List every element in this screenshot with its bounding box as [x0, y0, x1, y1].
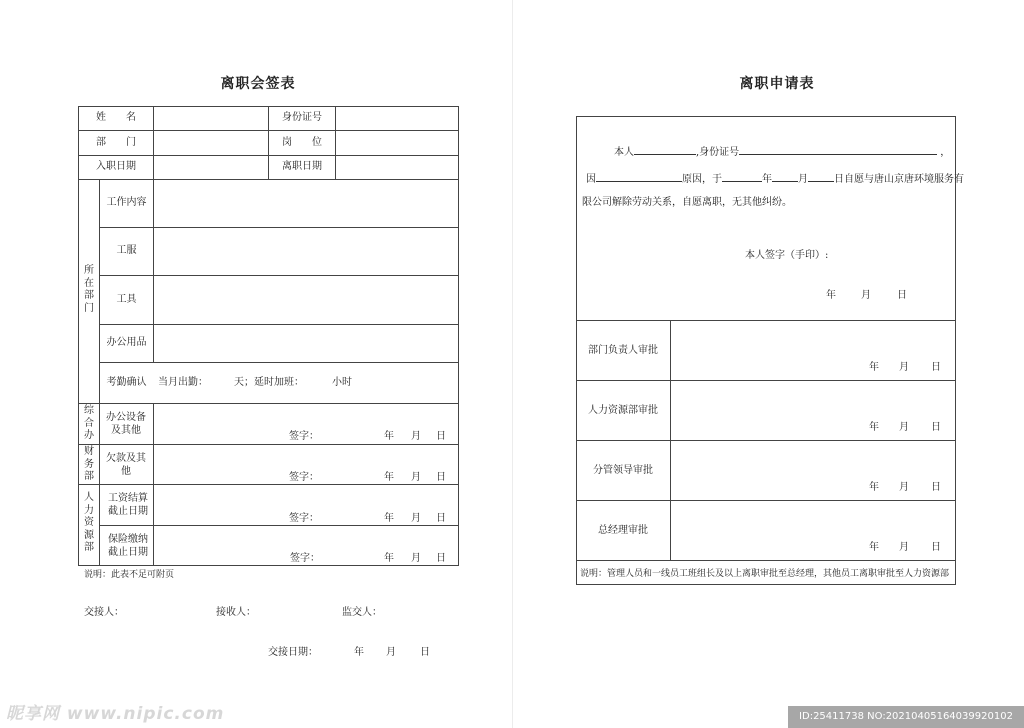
- salary-cutoff-label: 工资结算截止日期: [108, 493, 148, 517]
- month-label: 月: [411, 513, 421, 524]
- rule: [576, 380, 956, 381]
- hr-label: 人力资源部: [84, 492, 94, 553]
- rule: [78, 484, 459, 485]
- attendance-days-prefix: 当月出勤：: [158, 377, 208, 388]
- signature-label: 签字：: [289, 513, 319, 524]
- office-supplies-label: 办公用品: [106, 337, 147, 348]
- comma: ，: [940, 147, 951, 158]
- reason-label: 原因，于: [682, 174, 722, 185]
- tools-label: 工具: [116, 294, 137, 305]
- gm-approval-label: 总经理审批: [598, 525, 648, 536]
- dept-group-label: 所在部门: [84, 265, 94, 314]
- month-label: 月: [411, 553, 421, 564]
- leave-date-label: 离职日期: [282, 161, 322, 172]
- admin-office-label: 综合办: [84, 405, 94, 441]
- right-form-title: 离职申请表: [739, 76, 815, 92]
- application-line-1: [614, 144, 950, 159]
- day-label: 日: [436, 431, 446, 442]
- watermark-id: ID:25411738 NO:20210405164039920102: [788, 706, 1024, 728]
- finance-label: 财务部: [84, 446, 94, 482]
- rule: [670, 320, 671, 560]
- day-label: 日: [436, 553, 446, 564]
- month-label: 月: [798, 174, 808, 185]
- supervisor-label: 监交人：: [342, 607, 382, 618]
- work-content-label: 工作内容: [106, 197, 147, 208]
- day-label: 日: [931, 482, 941, 493]
- year-label: 年: [384, 513, 394, 524]
- day-label: 日: [931, 422, 941, 433]
- receiver-label: 接收人：: [216, 607, 256, 618]
- day-label: 日: [436, 513, 446, 524]
- reason-blank[interactable]: [596, 171, 682, 182]
- right-note: 说明：管理人员和一线员工班组长及以上离职审批至总经理，其他员工离职审批至人力资源部: [580, 569, 950, 579]
- id-number-label: ,身份证号: [696, 147, 740, 158]
- year-label: 年: [762, 174, 772, 185]
- rule: [153, 403, 154, 566]
- day-label: 日: [931, 362, 941, 373]
- arrears-label: 欠款及其他: [106, 453, 146, 477]
- leader-approval-label: 分管领导审批: [593, 465, 653, 476]
- rule: [576, 320, 956, 321]
- insurance-cutoff-label: 保险缴纳截止日期: [108, 534, 148, 558]
- month-label: 月: [411, 472, 421, 483]
- entry-date-label: 入职日期: [96, 161, 136, 172]
- rule: [268, 106, 269, 180]
- rule: [335, 106, 336, 180]
- signature-label: 签字：: [289, 431, 319, 442]
- month-label: 月: [411, 431, 421, 442]
- self-signature-label: 本人签字（手印）:: [745, 250, 829, 261]
- year-label: 年: [384, 472, 394, 483]
- day-label: 日: [436, 472, 446, 483]
- month-label: 月: [899, 542, 909, 553]
- rule: [576, 560, 956, 561]
- handover-person-label: 交接人：: [84, 607, 124, 618]
- year-label: 年: [869, 362, 879, 373]
- year-label: 年: [826, 290, 836, 301]
- id-number-blank[interactable]: [739, 144, 937, 155]
- watermark-logo: 昵享网 www.nipic.com: [6, 704, 225, 724]
- month-label: 月: [386, 647, 396, 658]
- attendance-overtime-label: 天；延时加班：: [234, 377, 304, 388]
- month-blank[interactable]: [772, 171, 798, 182]
- rule: [576, 440, 956, 441]
- hr-approval-label: 人力资源部审批: [588, 405, 658, 416]
- rule: [99, 362, 459, 363]
- day-label: 日: [420, 647, 430, 658]
- handover-date-label: 交接日期：: [268, 647, 318, 658]
- name-blank[interactable]: [634, 144, 696, 155]
- year-label: 年: [869, 542, 879, 553]
- month-label: 月: [899, 422, 909, 433]
- rule: [78, 403, 459, 404]
- left-form-title: 离职会签表: [220, 76, 296, 92]
- year-label: 年: [384, 431, 394, 442]
- year-label: 年: [384, 553, 394, 564]
- rule: [153, 106, 154, 180]
- dept-head-approval-label: 部门负责人审批: [588, 345, 658, 356]
- month-label: 月: [899, 362, 909, 373]
- position-label: 岗 位: [282, 137, 322, 148]
- year-label: 年: [354, 647, 364, 658]
- office-equipment-label: 办公设备及其他: [106, 412, 146, 436]
- application-line-3: 限公司解除劳动关系，自愿离职，无其他纠纷。: [582, 197, 792, 208]
- attendance-label: 考勤确认: [106, 377, 147, 388]
- because-label: 因: [586, 174, 596, 185]
- rule: [78, 444, 459, 445]
- month-label: 月: [861, 290, 871, 301]
- page-divider: [512, 0, 513, 728]
- rule: [576, 500, 956, 501]
- uniform-label: 工服: [116, 245, 137, 256]
- rule: [99, 179, 100, 566]
- name-label: 姓 名: [96, 112, 136, 123]
- year-blank[interactable]: [722, 171, 762, 182]
- department-label: 部 门: [96, 137, 136, 148]
- attendance-hours-label: 小时: [332, 377, 352, 388]
- rule: [153, 179, 154, 362]
- application-line-2: [586, 171, 964, 186]
- day-label: 日: [897, 290, 907, 301]
- signature-label: 签字：: [290, 553, 320, 564]
- signature-label: 签字：: [289, 472, 319, 483]
- self-label: 本人: [614, 147, 634, 158]
- left-note: 说明：此表不足可附页: [84, 570, 175, 580]
- company-text: 日自愿与唐山京唐环境服务有: [834, 174, 964, 185]
- id-number-label: 身份证号: [282, 112, 322, 123]
- month-label: 月: [899, 482, 909, 493]
- day-blank[interactable]: [808, 171, 834, 182]
- year-label: 年: [869, 422, 879, 433]
- day-label: 日: [931, 542, 941, 553]
- year-label: 年: [869, 482, 879, 493]
